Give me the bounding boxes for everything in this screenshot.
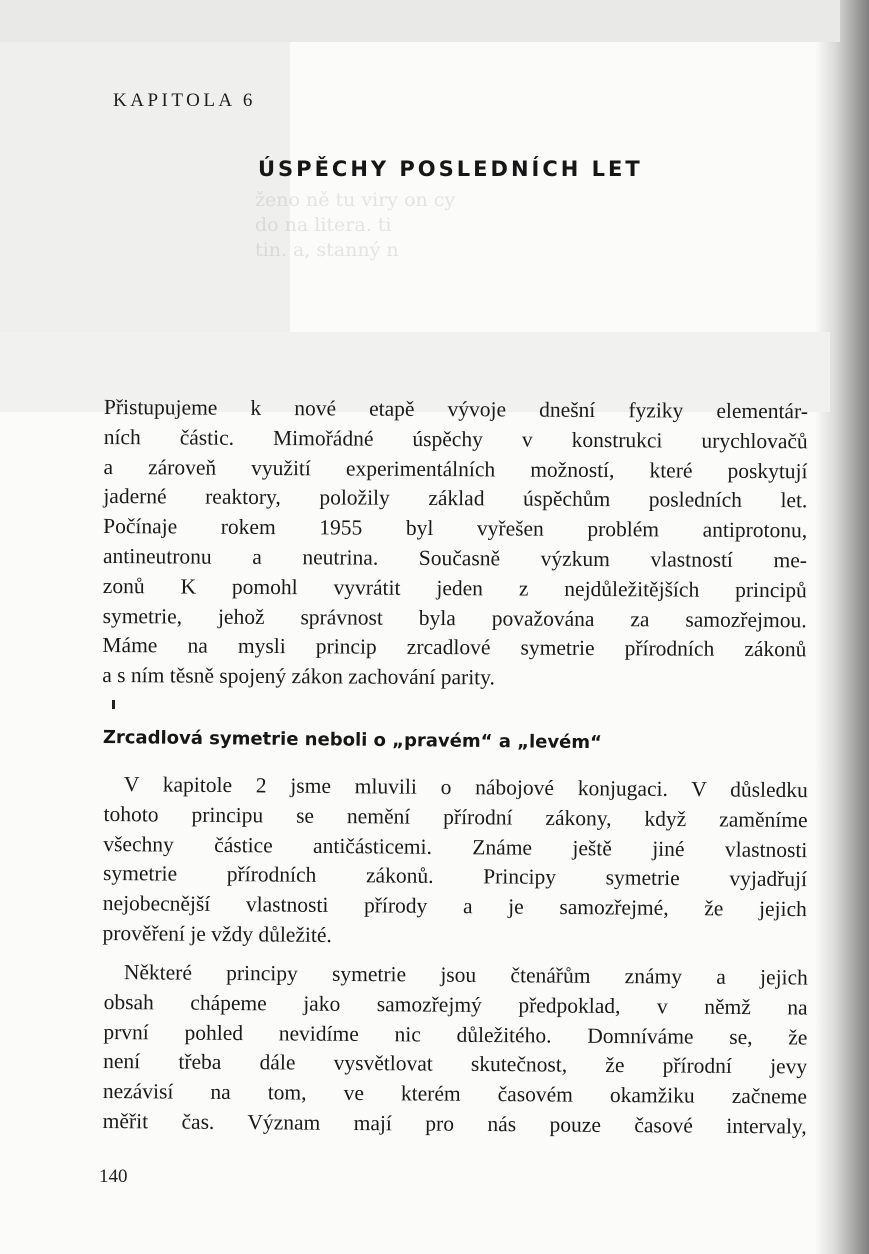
show-through-line: tin. a, stanný n [255, 239, 399, 261]
scan-top-band [0, 0, 840, 42]
show-through-line: do na litera. ti [255, 214, 392, 236]
scan-shade-left [0, 42, 290, 332]
paragraph-symmetry-1 [102, 770, 808, 955]
text-line: tohoto principu se nemění přírodní zákony, když zaměníme [103, 801, 808, 832]
chapter-label: KAPITOLA 6 [113, 90, 256, 111]
text-line: prověření je vždy důležité. [102, 920, 332, 947]
text-line: jaderné reaktory, položily základ úspěchům posledních let. [103, 484, 808, 513]
stray-ink-mark [112, 700, 115, 709]
show-through-line: ženo ně tu viry on cy [255, 189, 456, 211]
section-heading: Zrcadlová symetrie neboli o „pravém“ a „levém“ [102, 727, 603, 754]
chapter-title: ÚSPĚCHY POSLEDNÍCH LET [258, 157, 643, 181]
page-number: 140 [99, 1166, 128, 1187]
text-line: nejobecnější vlastnosti přírody a je samozřejmé, že jejich [102, 891, 807, 922]
text-line: a zároveň využití experimentálních možností, které poskytují [103, 454, 808, 483]
text-line: Máme na mysli princip zrcadlové symetrie přírodních zákonů [102, 633, 807, 662]
paragraph-symmetry-2 [103, 958, 808, 1142]
text-line: Přistupujeme k nové etapě vývoje dnešní fyziky elementár- [103, 394, 808, 424]
show-through-text [255, 188, 675, 263]
text-line: měřit čas. Význam mají pro nás pouze časové intervaly, [102, 1108, 807, 1139]
text-line: ních částic. Mimořádné úspěchy v konstrukci urychlovačů [103, 424, 808, 454]
paragraph-intro [102, 393, 808, 695]
text-line: není třeba dále vysvětlovat skutečnost, že přírodní jevy [103, 1049, 808, 1079]
text-line: zonů K pomohl vyvrátit jeden z nejdůležitějších principů [102, 573, 807, 603]
text-line: antineutronu a neutrina. Současně výzkum vlastností me- [102, 543, 808, 573]
text-line: obsah chápeme jako samozřejmý předpoklad, v němž na [103, 989, 808, 1020]
text-line: nezávisí na tom, ve kterém časovém okamžiku začneme [102, 1079, 808, 1109]
text-line: symetrie přírodních zákonů. Principy symetrie vyjadřují [102, 861, 808, 892]
text-line: V kapitole 2 jsme mluvili o nábojové konjugaci. V důsledku [123, 772, 808, 803]
text-line: všechny částice antičásticemi. Známe ještě jiné vlastnosti [103, 831, 808, 862]
text-line: Některé principy symetrie jsou čtenářům známy a jejich [123, 960, 808, 990]
text-line: Počínaje rokem 1955 byl vyřešen problém antiprotonu, [103, 514, 808, 543]
text-line: a s ním těsně spojený zákon zachování parity. [102, 663, 495, 690]
text-line: první pohled nevidíme nic důležitého. Domníváme se, že [103, 1019, 808, 1050]
text-line: symetrie, jehož správnost byla považována za samozřejmou. [102, 603, 807, 632]
